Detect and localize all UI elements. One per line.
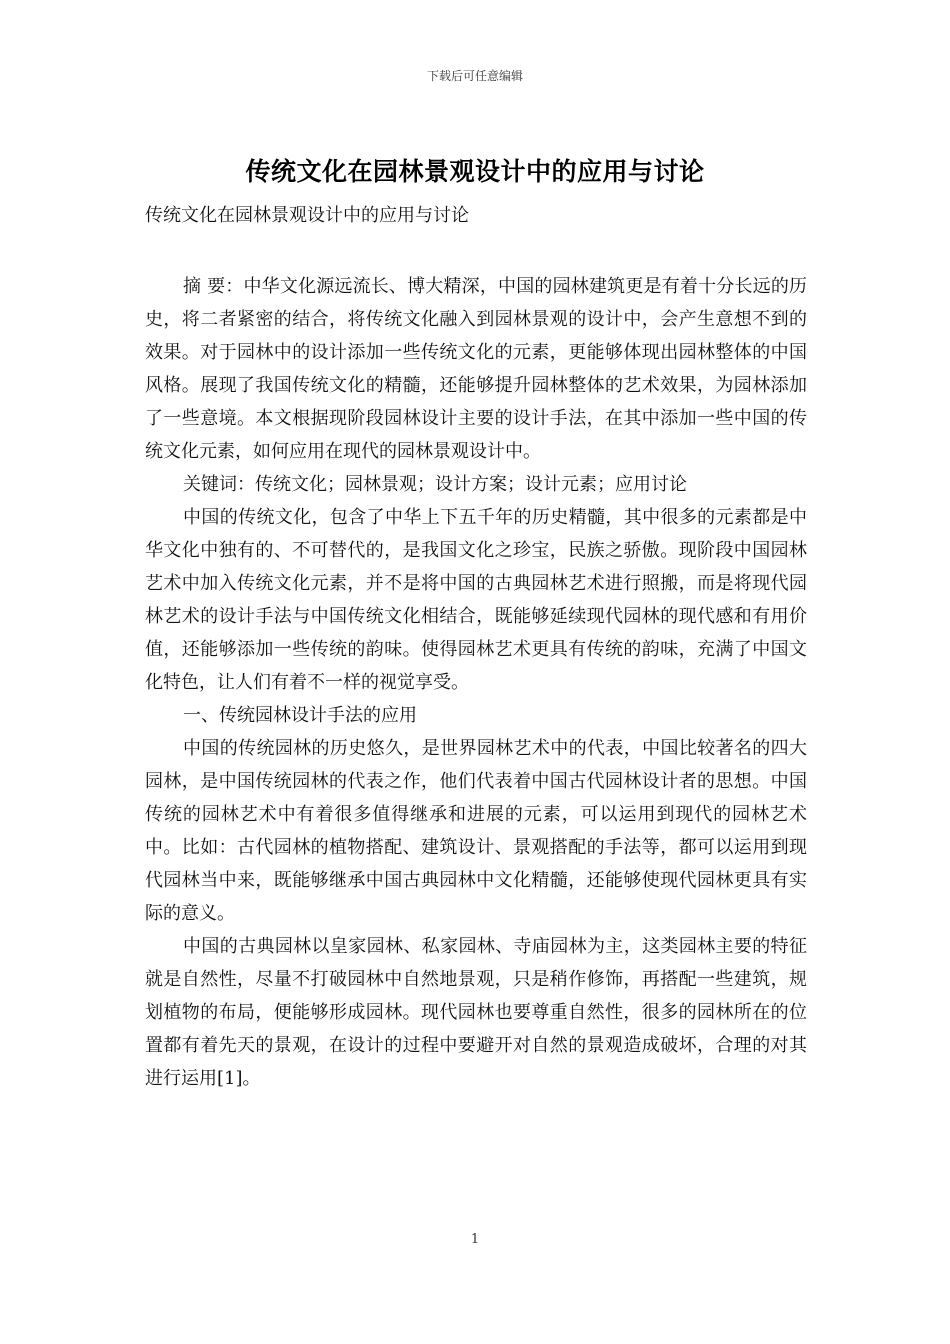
- document-subtitle: 传统文化在园林景观设计中的应用与讨论: [145, 205, 469, 226]
- page-number: 1: [470, 1232, 480, 1247]
- intro-paragraph: 中国的传统文化，包含了中华上下五千年的历史精髓，其中很多的元素都是中华文化中独有的、不可替代的，是我国文化之珍宝，民族之骄傲。现阶段中国园林艺术中加入传统文化元素，并不是将中国的古典园林艺术进行照搬，而是将现代园林艺术的设计手法与中国传统文化相结合，既能够延续现代园林的现代感和有用价值，还能够添加一些传统的韵味。使得园林艺术更具有传统的韵味，充满了中国文化特色，让人们有着不一样的视觉享受。: [145, 507, 807, 693]
- keywords-paragraph: 关键词：传统文化；园林景观；设计方案；设计元素；应用讨论: [183, 474, 687, 495]
- document-body: [145, 270, 807, 1095]
- abstract-paragraph: 摘 要：中华文化源远流长、博大精深，中国的园林建筑更是有着十分长远的历史，将二者紧密的结合，将传统文化融入到园林景观的设计中，会产生意想不到的效果。对于园林中的设计添加一些传统文化的元素，更能够体现出园林整体的中国风格。展现了我国传统文化的精髓，还能够提升园林整体的艺术效果，为园林添加了一些意境。本文根据现阶段园林设计主要的设计手法，在其中添加一些中国的传统文化元素，如何应用在现代的园林景观设计中。: [145, 276, 807, 462]
- section-heading: 一、传统园林设计手法的应用: [183, 705, 417, 726]
- document-title: 传统文化在园林景观设计中的应用与讨论: [245, 157, 705, 186]
- body-paragraph: 中国的传统园林的历史悠久，是世界园林艺术中的代表，中国比较著名的四大园林，是中国传统园林的代表之作，他们代表着中国古代园林设计者的思想。中国传统的园林艺术中有着很多值得继承和进展的元素，可以运用到现代的园林艺术中。比如：古代园林的植物搭配、建筑设计、景观搭配的手法等，都可以运用到现代园林当中来，既能够继承中国古典园林中文化精髓，还能够使现代园林更具有实际的意义。: [145, 738, 807, 924]
- header-note: 下载后可任意编辑: [426, 69, 523, 83]
- body-paragraph: 中国的古典园林以皇家园林、私家园林、寺庙园林为主，这类园林主要的特征就是自然性，尽量不打破园林中自然地景观，只是稍作修饰，再搭配一些建筑，规划植物的布局，便能够形成园林。现代园林也要尊重自然性，很多的园林所在的位置都有着先天的景观，在设计的过程中要避开对自然的景观造成破坏，合理的对其进行运用[1]。: [145, 936, 807, 1089]
